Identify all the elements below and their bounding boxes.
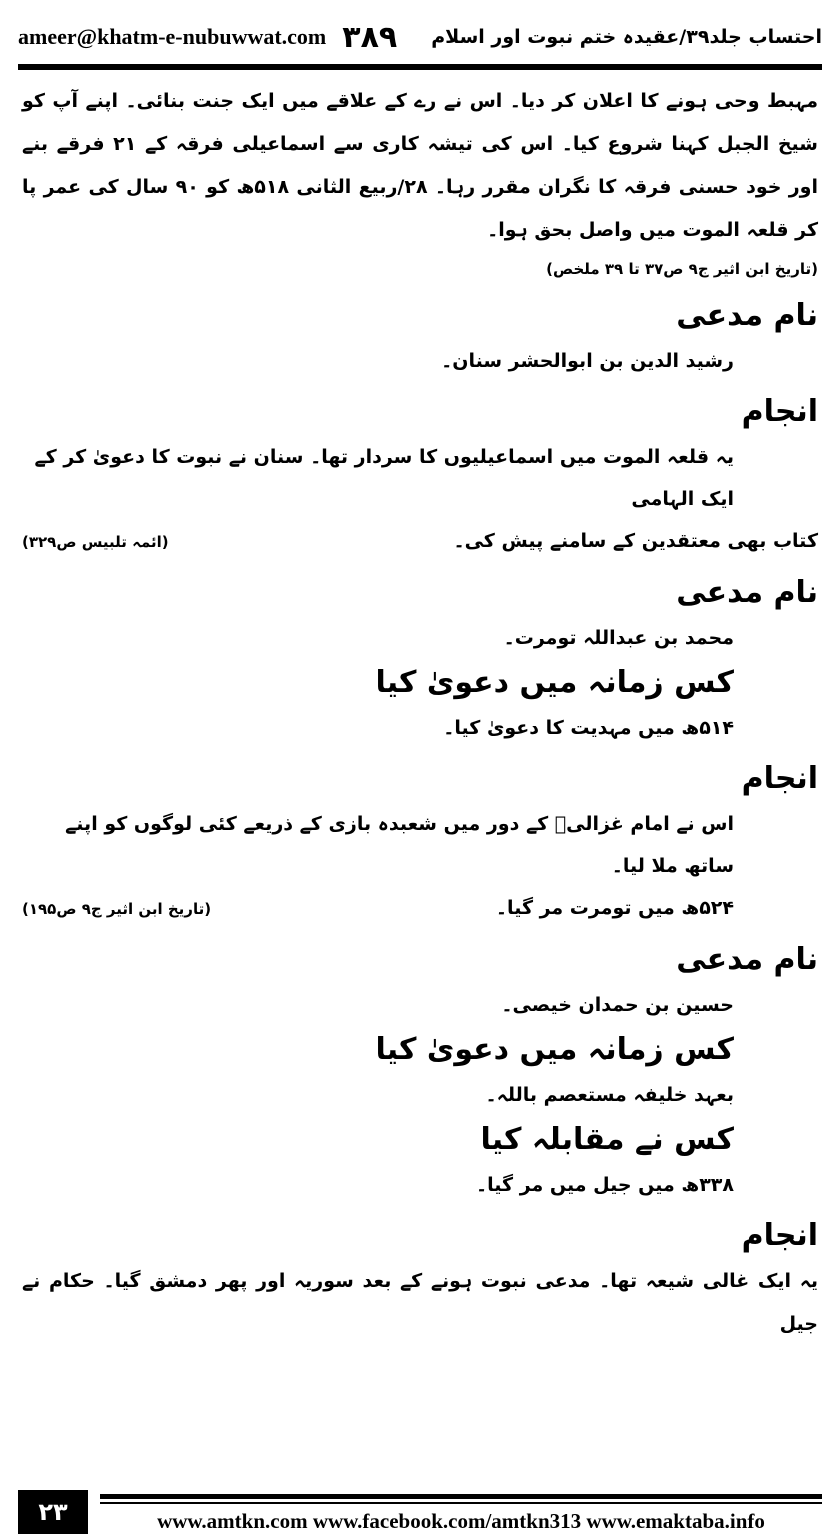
section3-when: بعہد خلیفہ مستعصم باللہ۔ — [485, 1084, 734, 1106]
section3-heading-opposed: کس نے مقابلہ کیا — [480, 1122, 734, 1157]
section2-name: محمد بن عبداللہ تومرت۔ — [503, 627, 734, 649]
page-body — [22, 80, 818, 1346]
section1-heading-end: انجام — [741, 394, 818, 429]
footer-links: www.amtkn.com www.facebook.com/amtkn313 www.emaktaba.info — [157, 1508, 765, 1533]
section2-when: ۵۱۴ھ میں مہدیت کا دعویٰ کیا۔ — [443, 717, 734, 739]
footer-rule-thin — [100, 1502, 822, 1504]
footer-rule-thick — [100, 1494, 822, 1499]
section1-end-line1: یہ قلعہ الموت میں اسماعیلیوں کا سردار تھا۔ سنان نے نبوت کا دعویٰ کر کے ایک الہامی — [34, 446, 734, 510]
section2-end-reference: (تاریخ ابن اثیر ج۹ ص۱۹۵) — [22, 900, 212, 918]
footer-page-label: ۲۳ — [18, 1490, 88, 1534]
section2-heading-when: کس زمانہ میں دعویٰ کیا — [375, 665, 734, 700]
header-page-number: ۳۸۹ — [342, 19, 398, 55]
section2-end-line1: اس نے امام غزالیؒ کے دور میں شعبدہ بازی کے ذریعے کئی لوگوں کو اپنے ساتھ ملا لیا۔ — [65, 813, 734, 877]
header-rule — [18, 64, 822, 70]
intro-reference: (تاریخ ابن اثیر ج۹ ص۳۷ تا ۳۹ ملخص) — [546, 260, 818, 278]
section1-end-row — [22, 520, 818, 563]
section2-end-row — [22, 887, 818, 930]
section1-name: رشید الدین بن ابوالحشر سنان۔ — [441, 350, 734, 372]
section3-heading-name: نام مدعی — [676, 942, 818, 977]
section1-heading-name: نام مدعی — [676, 298, 818, 333]
section3-heading-end: انجام — [741, 1218, 818, 1253]
section3-opposed: ۳۳۸ھ میں جیل میں مر گیا۔ — [476, 1174, 734, 1196]
header-book-title: احتساب جلد۳۹/عقیدہ ختم نبوت اور اسلام — [431, 26, 822, 48]
section3-end-line1: یہ ایک غالی شیعہ تھا۔ مدعی نبوت ہونے کے بعد سوریہ اور پھر دمشق گیا۔ حکام نے جیل — [22, 1270, 818, 1335]
section3-name: حسین بن حمدان خیصی۔ — [501, 994, 734, 1016]
header-left — [18, 20, 397, 55]
section2-heading-name: نام مدعی — [676, 575, 818, 610]
section1-end-reference: (ائمہ تلبیس ص۳۲۹) — [22, 533, 169, 551]
section1-end-line2: کتاب بھی معتقدین کے سامنے پیش کی۔ — [453, 530, 818, 552]
section3-heading-when: کس زمانہ میں دعویٰ کیا — [375, 1032, 734, 1067]
intro-paragraph: مہبط وحی ہونے کا اعلان کر دیا۔ اس نے رے کے علاقے میں ایک جنت بنائی۔ اپنے آپ کو شیخ الجبل کہنا شروع کیا۔ اس کی تیشہ کاری سے اسماعیلی فرقہ کے ۲۱ فرقے بنے اور خود حسنی فرقہ کا نگران مقرر رہا۔ ۲۸/ربیع الثانی ۵۱۸ھ کو ۹۰ سال کی عمر پا کر قلعہ الموت میں واصل بحق ہوا۔ — [22, 90, 819, 241]
section2-heading-end: انجام — [741, 761, 818, 796]
header-email: ameer@khatm-e-nubuwwat.com — [18, 24, 327, 49]
section2-end-line2: ۵۲۴ھ میں تومرت مر گیا۔ — [495, 897, 734, 919]
page-header — [18, 14, 822, 60]
